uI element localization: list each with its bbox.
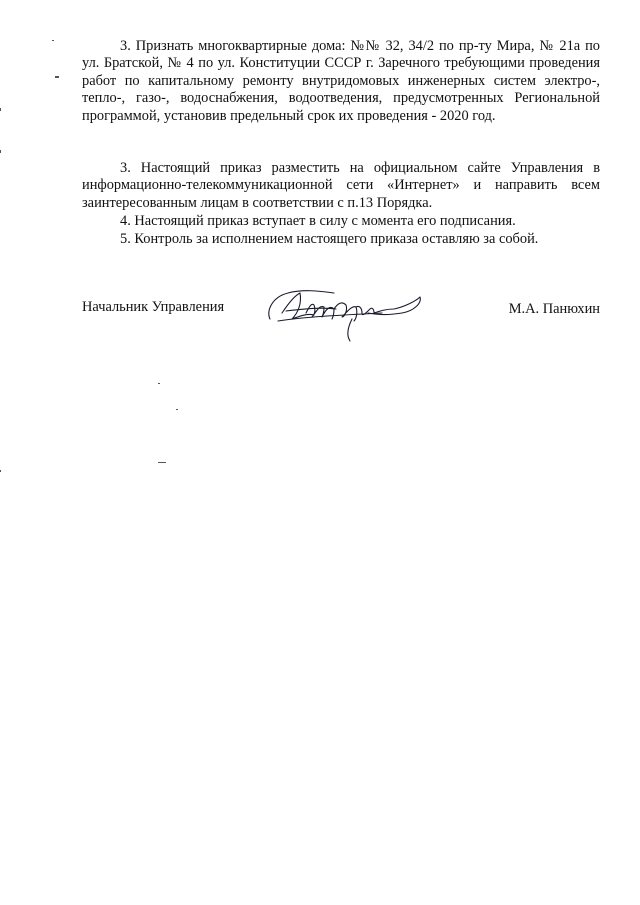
- signatory-name: М.А. Панюхин: [508, 301, 600, 317]
- handwritten-signature: [262, 283, 434, 343]
- signatory-position: Начальник Управления: [82, 299, 225, 315]
- paragraph-item-3-publish-order: 3. Настоящий приказ разместить на официальном сайте Управления в информационно-телекоммуникационной сети «Интернет» и направить всем заинтересованным лицам в соответствии с п.13 Порядка.: [82, 160, 600, 211]
- paragraph-item-4-effective-date: 4. Настоящий приказ вступает в силу с момента его подписания.: [120, 213, 516, 229]
- paragraph-item-5-control: 5. Контроль за исполнением настоящего приказа оставляю за собой.: [120, 231, 539, 247]
- paragraph-item-3-recognize-houses: 3. Признать многоквартирные дома: №№ 32, 34/2 по пр-ту Мира, № 21а по ул. Братской, № 4 по ул. Конституции СССР г. Заречного требующими проведения работ по капитальному ремонту внутридомовых инженерных систем электро-, тепло-, газо-, водоснабжения, водоотведения, предусмотренных Региональной программой, установив предельный срок их проведения - 2020 год.: [82, 38, 600, 124]
